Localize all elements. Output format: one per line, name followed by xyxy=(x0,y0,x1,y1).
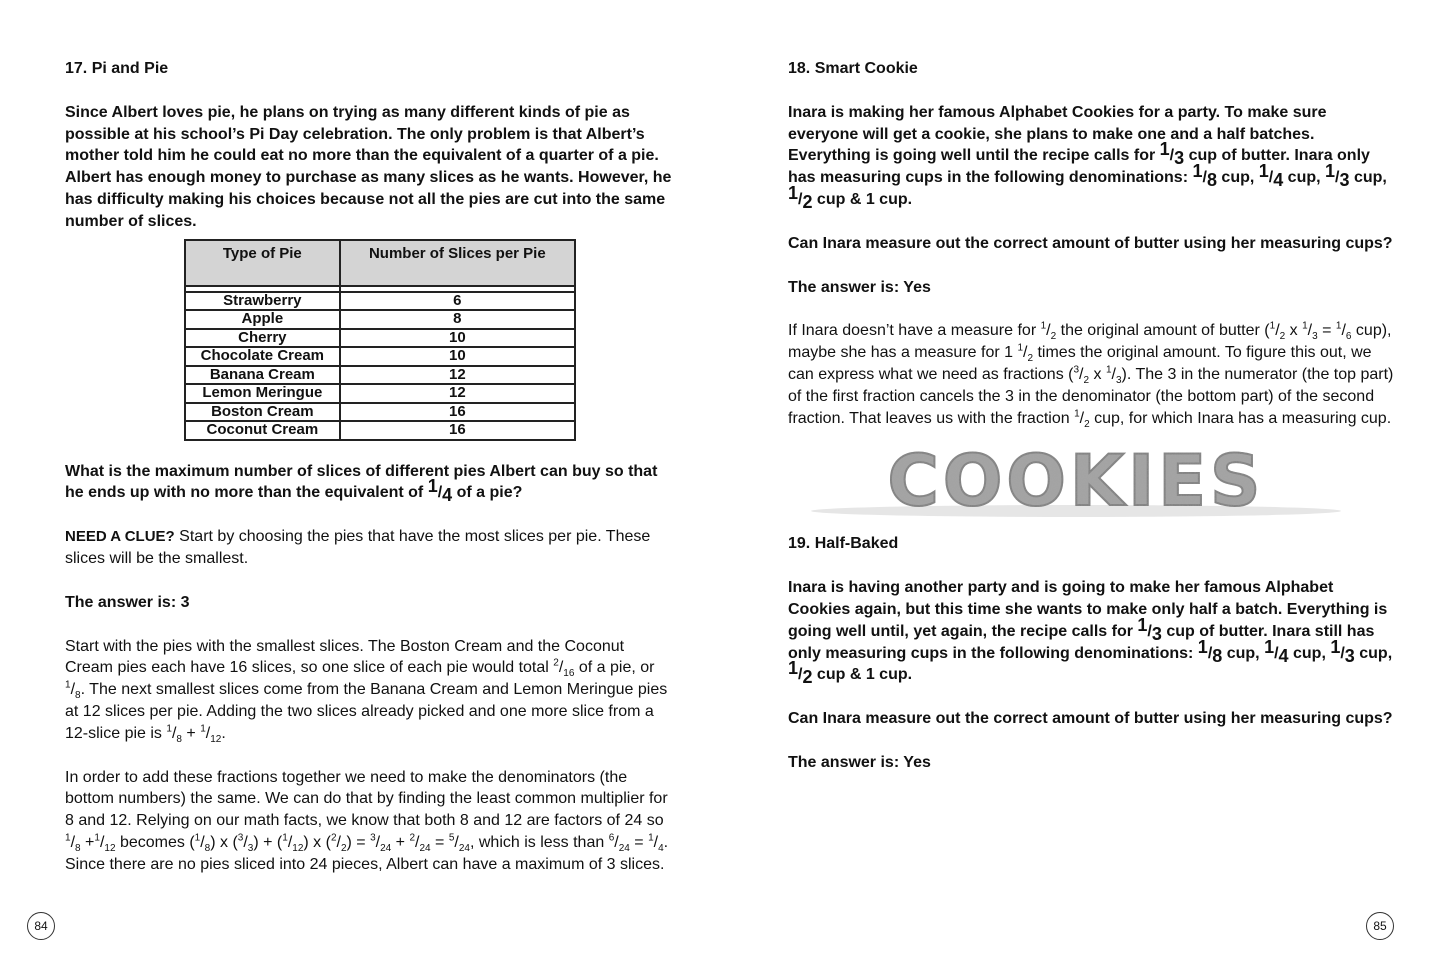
pie-type: Lemon Meringue xyxy=(185,384,340,403)
question-19-question: Can Inara measure out the correct amount of butter using her measuring cups? xyxy=(788,710,1393,728)
table-row xyxy=(185,384,575,403)
table-row xyxy=(185,329,575,348)
right-page xyxy=(723,0,1445,956)
question-18-answer: The answer is: Yes xyxy=(788,278,931,296)
question-19-intro: Inara is having another party and is going to make her famous Alphabet Cookies again, but this time she wants to make only half a batch. Everything is going well until, yet again, the recipe calls for $^1/_3$ cup of butter. Inara still has only measuring cups in the following denominations: $^1/_8$ cup, $^1/_4$ cup, $^1/_3$ cup, $^1/_2$ cup & 1 cup. xyxy=(788,579,1393,688)
question-17-answer: The answer is: 3 xyxy=(65,593,190,611)
clue-text: Start by choosing the pies that have the most slices per pie. These slices will be the smallest. xyxy=(65,528,651,567)
pie-slices: 10 xyxy=(340,347,575,366)
pie-table-header-slices: Number of Slices per Pie xyxy=(340,240,575,286)
pie-slices: 16 xyxy=(340,403,575,422)
pie-slices: 8 xyxy=(340,310,575,329)
pie-type: Coconut Cream xyxy=(185,421,340,440)
question-17-clue xyxy=(65,526,675,570)
pie-type: Banana Cream xyxy=(185,366,340,385)
page-number: 84 xyxy=(27,912,55,940)
question-17-question xyxy=(65,461,675,505)
question-18-question: Can Inara measure out the correct amount of butter using her measuring cups? xyxy=(788,234,1393,252)
table-row xyxy=(185,347,575,366)
pie-slices: 16 xyxy=(340,421,575,440)
pie-type: Chocolate Cream xyxy=(185,347,340,366)
pie-type: Apple xyxy=(185,310,340,329)
clue-heading: NEED A CLUE? xyxy=(65,528,175,546)
pie-slices: 6 xyxy=(340,292,575,311)
question-text-end: of a pie? xyxy=(452,484,523,502)
page-number: 85 xyxy=(1366,912,1394,940)
table-row xyxy=(185,310,575,329)
question-19-title: 19. Half-Baked xyxy=(788,535,899,553)
cookies-word: COOKIES xyxy=(887,445,1265,520)
pie-type: Strawberry xyxy=(185,292,340,311)
pie-table-header xyxy=(185,240,575,286)
question-17-title: 17. Pi and Pie xyxy=(65,60,169,77)
question-17-explanation-2: In order to add these fractions together we need to make the denominators (the bottom numbers) the same. We can do that by finding the least common multiplier for 8 and 12. Relying on our math facts, we know that both 8 and 12 are factors of 24 so $^1/_8 +^1/_{12}$ becomes $(^1/_8)$ x $(^3/_3) + (^1/_{12})$ x $(^2/_2) = ^3/_{24} + ^2/_{24} = ^5/_{24}$, which is less than $^6/_{24} = ^1/_4$. Since there are no pies sliced into 24 pieces, Albert can have a maximum of 3 slices. xyxy=(65,768,669,873)
pie-table-header-type: Type of Pie xyxy=(185,240,340,286)
right-column xyxy=(788,58,1398,774)
table-row xyxy=(185,292,575,311)
pie-slices: 12 xyxy=(340,384,575,403)
question-18-explanation: If Inara doesn’t have a measure for $^1/_2$ the original amount of butter ($^1/_2$ x $^1/_3 = ^1/_6$ cup), maybe she has a measure for 1 $^1/_2$ times the original amount. To figure this out, we can express what we need as fractions ($^3/_2$ x $^1/_3$). The 3 in the numerator (the top part) of the first fraction cancels the 3 in the denominator (the bottom part) of the second fraction. That leaves us with the fraction $^1/_2$ cup, for which Inara has a measuring cup. xyxy=(788,321,1394,430)
question-18-title: 18. Smart Cookie xyxy=(788,60,918,77)
left-page xyxy=(0,0,722,956)
pie-slices: 12 xyxy=(340,366,575,385)
table-row xyxy=(185,403,575,422)
question-text: What is the maximum number of slices of different pies Albert can buy so that he ends up with no more than the equivalent of xyxy=(65,462,658,502)
pie-type: Boston Cream xyxy=(185,403,340,422)
fraction: $^1/_4$ xyxy=(427,476,453,506)
question-17-explanation-1: Start with the pies with the smallest slices. The Boston Cream and the Coconut Cream pies each have 16 slices, so one slice of each pie would total $^2/_{16}$ of a pie, or $^1/_8$. The next smallest slices come from the Banana Cream and Lemon Meringue pies at 12 slices per pie. Adding the two slices already picked and one more slice from a 12-slice pie is $^1/_8 + ^1/_{12}$. xyxy=(65,637,668,745)
pie-type: Cherry xyxy=(185,329,340,348)
table-row xyxy=(185,366,575,385)
table-row xyxy=(185,421,575,440)
cookies-image xyxy=(806,445,1346,519)
question-18-intro: Inara is making her famous Alphabet Cookies for a party. To make sure everyone will get a cookie, she plans to make one and a half batches. Everything is going well until the recipe calls for $^1/_3$ cup of butter. Inara only has measuring cups in the following denominations: $^1/_8$ cup, $^1/_4$ cup, $^1/_3$ cup, $^1/_2$ cup & 1 cup. xyxy=(788,103,1387,212)
pie-slices: 10 xyxy=(340,329,575,348)
question-19-answer: The answer is: Yes xyxy=(788,753,931,771)
pie-table xyxy=(184,239,576,441)
question-17-intro: Since Albert loves pie, he plans on trying as many different kinds of pie as possible at his school’s Pi Day celebration. The only problem is that Albert’s mother told him he could eat no more than the equivalent of a quarter of a pie. Albert has enough money to purchase as many slices as he wants. However, he has difficulty making his choices because not all the pies are cut into the same number of slices. xyxy=(65,103,672,230)
left-column xyxy=(65,58,675,876)
